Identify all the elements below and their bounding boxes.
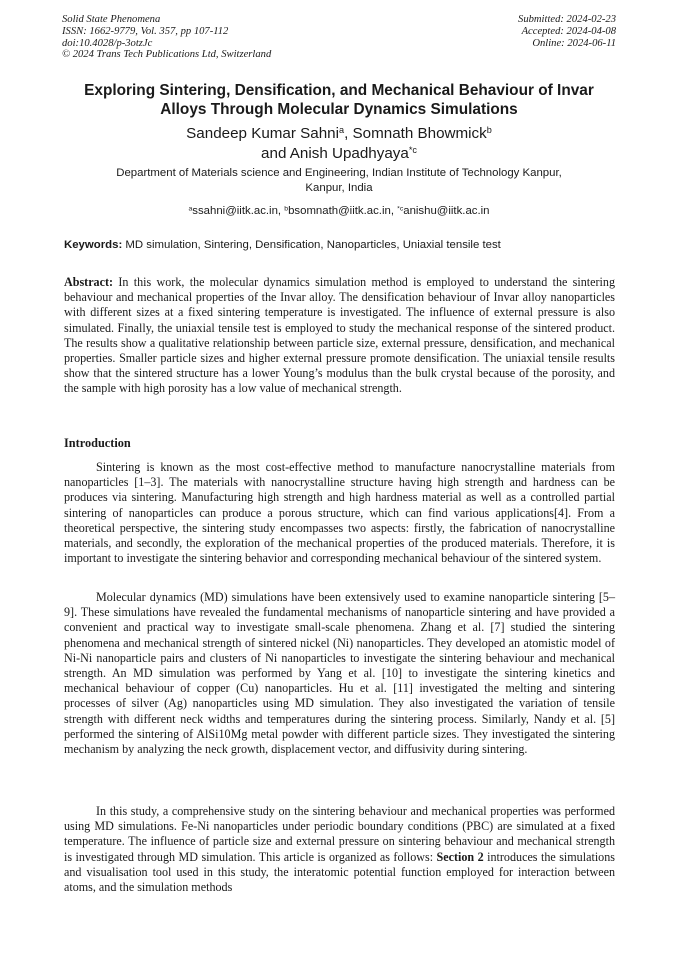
email-mark: a [188,205,193,213]
affiliation-line-2: Kanpur, India [305,182,373,194]
title-line-2: Alloys Through Molecular Dynamics Simulations [160,101,518,118]
copyright: © 2024 Trans Tech Publications Ltd, Switzerland [62,49,272,61]
email-mark: b [284,205,289,213]
paper-title [60,81,618,119]
author-list [60,124,618,163]
author-affil-mark: *c [408,144,417,155]
author-name: Somnath Bhowmick [352,125,487,142]
author-name: Anish Upadhyaya [289,144,409,162]
paragraph-text: Molecular dynamics (MD) simulations have been extensively used to examine nanoparticle sintering [5–9]. These simulations have revealed the fundamental mechanisms of nanoparticle sintering and have provided a convenient and practical way to investigate small-scale phenomena. Zhang et al. [7] studied the sintering phenomena and mechanical strength of sintered nickel (Ni) nanoparticles. They developed an atomistic model of Ni-Ni nanoparticle pairs and clusters of Ni nanoparticles to investigate the sintering behaviour and mechanical strength. An MD simulation was performed by Yang et al. [10] to investigate the sintering kinetics and mechanical behaviour of copper (Cu) nanoparticles. Hu et al. [11] investigated the melting and sintering processes of silver (Ag) nanoparticles using MD simulation. They also investigated the variation of tensile strength with different neck widths and temperatures during the sintering process. Similarly, Nandy et al. [5] performed the sintering of AlSi10Mg metal powder with different particle sizes. They investigated the sintering mechanism by analyzing the neck growth, displacement vector, and diffusivity during sintering. [64,590,615,757]
keywords [64,238,618,252]
intro-paragraph-3 [64,804,615,895]
intro-paragraph-2 [64,590,615,757]
accepted-date: Accepted: 2024-04-08 [521,25,616,37]
section-heading-introduction: Introduction [64,436,131,450]
keywords-label: Keywords: [64,239,123,251]
author-name: Sandeep Kumar Sahni [186,125,339,142]
email-link[interactable]: anishu@iitk.ac.in [403,205,490,217]
affiliation [60,166,618,196]
author-affil-mark: b [486,124,492,135]
email-mark: *c [397,205,404,213]
email-link[interactable]: bsomnath@iitk.ac.in [288,205,391,217]
paragraph-text: introduces the simulations and visualisation tool used in this study, the interatomic potential function employed for interaction between atoms, and the simulation methods [64,849,615,895]
abstract [64,275,615,397]
paragraph-text: In this study, a comprehensive study on the sintering behaviour and mechanical properties was performed using MD simulations. Fe-Ni nanoparticles under periodic boundary conditions (PBC) are simulated at a fixed temperature. The influence of particle size and external pressure on sintering behaviour and mechanical strength is investigated through MD simulation. This article is organized as follows: [64,804,615,864]
authors-line-1 [60,124,618,144]
paragraph-text: Sintering is known as the most cost-effective method to manufacture nanocrystalline materials from nanoparticles [1–3]. The materials with nanocrystalline structure having high strength and hardness can be produces via sintering. Manufacturing high strength and high hardness material as well as a controlled partial sintering of nanoparticles can produce a porous structure, which can find various applications[4]. From a theoretical perspective, the sintering study encompasses two aspects: firstly, the fabrication of nanocrystalline materials, and secondly, the exploration of the mechanical properties of the produced materials. Therefore, it is important to investigate the sintering behavior and corresponding mechanical behaviour of the sintered system. [64,460,615,566]
issn-volume: ISSN: 1662-9779, Vol. 357, pp 107-112 [62,25,229,37]
abstract-label: Abstract: [64,275,114,289]
submitted-date: Submitted: 2024-02-23 [518,14,616,25]
title-line-1: Exploring Sintering, Densification, and Mechanical Behaviour of Invar [84,82,594,99]
email-separator: , [390,205,398,217]
author-affil-mark: a [339,124,345,135]
publication-dates [518,14,616,49]
journal-name: Solid State Phenomena [62,14,161,25]
doi[interactable]: doi:10.4028/p-3otzJc [62,37,153,49]
abstract-text: In this work, the molecular dynamics simulation method is employed to understand the sintering behaviour and mechanical properties of the Invar alloy. The densification behaviour of Invar alloy nanoparticles with different sizes at a fixed sintering temperature is investigated. The influence of external pressure is also simulated. Finally, the uniaxial tensile test is employed to study the mechanical response of the sintered product. The results show a qualitative relationship between particle size, external pressure, densification, and mechanical properties. Smaller particle sizes and higher external pressure promote densification. The uniaxial tensile results show that the sintered structure has a lower Young’s modulus than the bulk crystal because of the porosity, and the sample with high porosity has a low value of mechanical strength. [64,275,615,396]
author-separator: , [344,125,353,142]
author-conjunction: and [261,144,290,162]
author-emails [60,204,618,218]
section-reference: Section 2 [436,849,484,864]
email-separator: , [277,205,285,217]
keywords-text: MD simulation, Sintering, Densification, Nanoparticles, Uniaxial tensile test [122,239,501,251]
online-date: Online: 2024-06-11 [532,37,616,49]
email-link[interactable]: ssahni@iitk.ac.in [192,205,278,217]
affiliation-line-1: Department of Materials science and Engineering, Indian Institute of Technology Kanpur, [116,167,562,179]
intro-paragraph-1 [64,460,615,566]
authors-line-2 [60,144,618,164]
journal-info [62,14,271,61]
